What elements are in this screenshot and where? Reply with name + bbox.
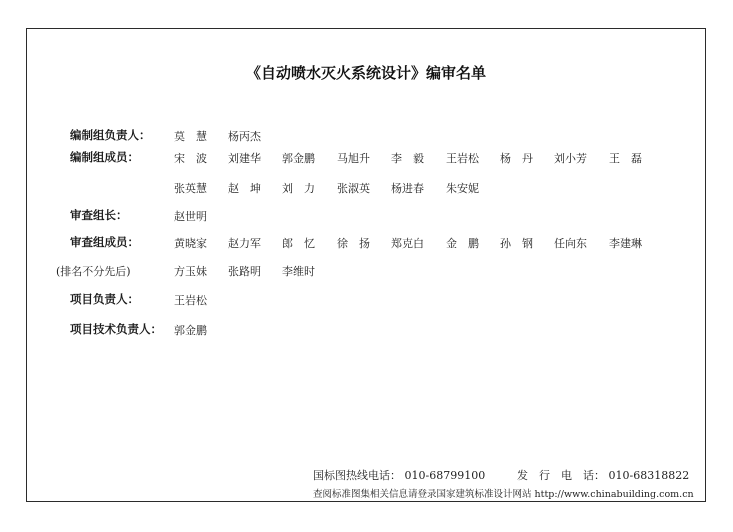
member-name: 王岩松 bbox=[174, 294, 207, 307]
section-label: 编制组负责人： bbox=[70, 128, 151, 142]
member-name: 张英慧 bbox=[174, 182, 207, 195]
member-name: 徐 扬 bbox=[337, 237, 370, 250]
member-name: 郭金鹏 bbox=[282, 152, 315, 165]
section-label: 审查组成员： bbox=[70, 235, 139, 249]
member-name: 莫 慧 bbox=[174, 130, 207, 143]
member-name: 杨 丹 bbox=[500, 152, 533, 165]
hotline-text: 国标图热线电话： 010-68799100 bbox=[313, 469, 486, 482]
member-name: 赵世明 bbox=[174, 210, 207, 223]
member-name: 刘 力 bbox=[282, 182, 315, 195]
distribution-phone-text: 发 行 电 话： 010-68318822 bbox=[517, 469, 690, 482]
member-name: 郭金鹏 bbox=[174, 324, 207, 337]
member-name: 金 鹏 bbox=[446, 237, 479, 250]
section-label: 项目负责人： bbox=[70, 292, 139, 306]
member-name: 朱安妮 bbox=[446, 182, 479, 195]
section-note: (排名不分先后) bbox=[56, 265, 131, 278]
member-name: 杨进春 bbox=[391, 182, 424, 195]
section-label: 编制组成员： bbox=[70, 150, 139, 164]
member-name: 张淑英 bbox=[337, 182, 370, 195]
member-name: 张路明 bbox=[228, 265, 261, 278]
member-name: 宋 波 bbox=[174, 152, 207, 165]
member-name: 方玉妹 bbox=[174, 265, 207, 278]
member-name: 王 磊 bbox=[609, 152, 642, 165]
member-name: 刘建华 bbox=[228, 152, 261, 165]
section-label: 审查组长： bbox=[70, 208, 128, 222]
member-name: 王岩松 bbox=[446, 152, 479, 165]
member-name: 赵力军 bbox=[228, 237, 261, 250]
member-name: 刘小芳 bbox=[554, 152, 587, 165]
member-name: 李维时 bbox=[282, 265, 315, 278]
section-label: 项目技术负责人： bbox=[70, 322, 162, 336]
member-name: 黄晓家 bbox=[174, 237, 207, 250]
website-text: 查阅标准图集相关信息请登录国家建筑标准设计网站 http://www.chinabuilding.com.cn bbox=[313, 489, 694, 500]
member-name: 杨丙杰 bbox=[228, 130, 261, 143]
member-name: 郎 忆 bbox=[282, 237, 315, 250]
member-name: 郑克白 bbox=[391, 237, 424, 250]
member-name: 任向东 bbox=[554, 237, 587, 250]
page-title: 《自动喷水灭火系统设计》编审名单 bbox=[245, 64, 486, 82]
member-name: 马旭升 bbox=[337, 152, 370, 165]
member-name: 孙 钢 bbox=[500, 237, 533, 250]
member-name: 李建琳 bbox=[609, 237, 642, 250]
member-name: 李 毅 bbox=[391, 152, 424, 165]
member-name: 赵 坤 bbox=[228, 182, 261, 195]
